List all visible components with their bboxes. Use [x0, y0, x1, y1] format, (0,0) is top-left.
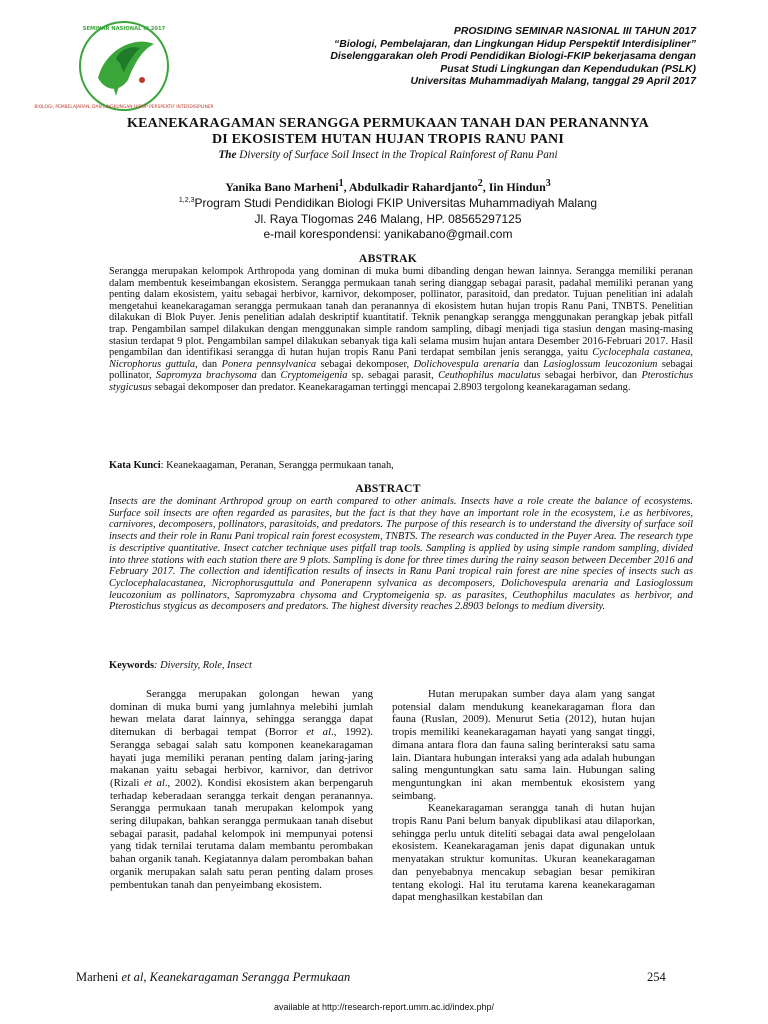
keywords-text: : Diversity, Role, Insect — [154, 660, 252, 671]
affiliation-email: e-mail korespondensi: yanikabano@gmail.com — [263, 227, 513, 241]
footer-citation: et al, Keanekaragaman Serangga Permukaan — [121, 970, 351, 984]
affiliation — [80, 193, 696, 243]
author-name: , Iin Hindun — [482, 180, 546, 194]
body-paragraph: Serangga merupakan golongan hewan yang dominan di muka bumi yang jumlahnya melebihi jumlah hewan melata darat lainnya, sehingga serangga dapat ditemukan di berbagai tempat (Borror et al., 1992). Serangga sebagai salah satu komponen keanekaragaman hayati juga memiliki peranan penting dalam jaring-jaring makanan yaitu sebagai herbivor, karnivor, dan detrivor (Rizali et al., 2002). Kondisi ekosistem akan berpengaruh terhadap keberadaan serangga terkait dengan peranannya. Serangga permukaan tanah merupakan kelompok yang sering dilupakan, bahkan serangga permukaan tanah disebut sebagai parasit, padahal kelompok ini mempunyai potensi yang tidak ternilai terutama dalam membantu perombakan bahan organik tanah. Kegiatannya dalam perombakan bahan organik merupakan salah satu peran penting dalam proses pembentukan tanah dan penyeimbang ekosistem. — [110, 688, 373, 891]
abstract-text: Insects are the dominant Arthropod group on earth compared to other animals. Insects have a role create the balance of ecosystems. Surface soil insects are often regarded as parasites, but the fact is that they have an important role in the ecosystem, i.e as herbivores, carnivores, decomposers, pollinators, parasitoids, and predators. The purpose of this research is to understand the diversity of surface soil insects and their role in Ranu Pani tropical rain forest ecosystem, TNBTS. The research was conducted in the Puyer Area. The research type is descriptive quantitative. Insect catcher technique uses pitfall trap tools. Sampling is applied by using simple random sampling, divided into three stations with each station there are 9 plots. Sampling is done for three times during the rainy season between December 2016 and February 2017. The collection and identification results of insects in Ranu Pani tropical rain forest are nine species of insects such as Cyclocephalacastanea, Nicrophorusguttula and Ponerapenn sylvanica as decomposers, Dolichovespula arenaria and Lasioglossum leucozonium as pollinators, Sapromyzabra chysoma and Cryptomeigenia sp. as parasites, Ceuthophilus maculates as herbivor, and Pterostichus stygicus as decomposers and predators. The highest diversity reaches 2.8903 belongs to medium diversity. — [109, 496, 693, 613]
english-title — [80, 149, 696, 161]
seminar-logo — [34, 18, 214, 114]
author-sup: 2 — [477, 178, 483, 189]
header-line: Universitas Muhammadiyah Malang, tanggal 29 April 2017 — [410, 76, 696, 88]
abstrak-heading: ABSTRAK — [358, 252, 418, 265]
kata-kunci — [109, 460, 394, 471]
author-name: Yanika Bano Marheni — [225, 180, 339, 194]
abstrak-text: Serangga merupakan kelompok Arthropoda yang dominan di muka bumi dibanding dengan hewan lainnya. Serangga memiliki peranan dalam membentuk keseimbangan ekosistem. Serangga permukaan tanah sering dianggap sebagai parasit, padahal memiliki peranan yang penting dalam ekosistem, yaitu sebagai herbivor, karnivor, dekomposer, pollinator, parasitoid, dan predator. Tujuan penelitian ini adalah mengetahui keanekaragaman serangga permukaan tanah dan peranannya di ekosistem hutan hujan tropis Ranu Pani, TNBTS. Penelitian dilakukan di Blok Puyer. Jenis penelitian adalah deskriptif kuantitatif. Teknik penangkap serangga menggunakan perangkap jebak pitfall trap. Pengambilan sampel dilakukan dengan menggunakan simple random sampling, dibagi menjadi tiga stasiun dengan masing-masing stasiun terdapat 9 plot. Pengambilan sampel dilakukan sebanyak tiga kali selama musim hujan antara Desember 2016-Februari 2017. Hasil pengambilan dan identifikasi serangga di hutan hujan tropis Ranu Pani terdapat sembilan jenis serangga, yaitu Cyclocephala castanea, Nicrophorus guttula, dan Ponera pennsylvanica sebagai dekomposer, Dolichovespula arenaria dan Lasioglossum leucozonium sebagai pollinator, Sapromyza brachysoma dan Cryptomeigenia sp. sebagai parasit, Ceuthophilus maculatus sebagai herbivor, dan Pterostichus stygicusus sebagai dekomposer dan predator. Keanekaragaman tertinggi mencapai 2.8903 tergolong keanekaragaman sedang. — [109, 266, 693, 393]
header-line: Pusat Studi Lingkungan dan Kependudukan (PSLK) — [440, 63, 696, 75]
title-line: DI EKOSISTEM HUTAN HUJAN TROPIS RANU PANI — [211, 132, 565, 147]
affiliation-line: Program Studi Pendidikan Biologi FKIP Universitas Muhammadiyah Malang — [194, 196, 598, 210]
page-number: 254 — [647, 970, 666, 984]
header-line: “Biologi, Pembelajaran, dan Lingkungan Hidup Perspektif Interdisipliner” — [334, 38, 696, 50]
logo-text: SEMINAR NASIONAL III 2017 — [82, 26, 166, 32]
footer-author: Marheni — [76, 970, 122, 984]
body-paragraph: Hutan merupakan sumber daya alam yang sangat potensial dalam mendukung keanekaragaman flora dan fauna (Ruslan, 2009). Menurut Setia (2012), hutan hujan tropis memiliki keanekaragaman hayati yang sangat tinggi, dimana antara flora dan fauna saling berinteraksi satu sama lain. Diantara hubungan interaksi yang ada adalah hubungan saling menguntungkan satu sama lain. Hubungan saling menguntungkan ini akan membentuk ekosistem yang seimbang. — [392, 688, 655, 802]
kata-kunci-label: Kata Kunci — [109, 460, 161, 471]
keywords-label: Keywords — [109, 660, 155, 671]
kata-kunci-text: : Keanekaagaman, Peranan, Serangga permukaan tanah, — [160, 460, 394, 471]
body-column-right — [392, 688, 655, 904]
footer-url: available at http://research-report.umm.ac.id/index.php/ — [273, 1002, 495, 1012]
author-sup: 1 — [338, 178, 344, 189]
title-line: KEANEKARAGAMAN SERANGGA PERMUKAAN TANAH DAN PERANANNYA — [127, 116, 649, 131]
english-title-rest: Diversity of Surface Soil Insect in the Tropical Rainforest of Ranu Pani — [236, 149, 558, 161]
header-line: Diselenggarakan oleh Prodi Pendidikan Biologi-FKIP bekerjasama dengan — [330, 51, 696, 63]
header-line: PROSIDING SEMINAR NASIONAL III TAHUN 2017 — [453, 26, 696, 37]
author-sup: 3 — [545, 178, 551, 189]
affiliation-address: Jl. Raya Tlogomas 246 Malang, HP. 08565297125 — [254, 211, 522, 226]
proceedings-header — [330, 26, 696, 89]
body-paragraph: Keanekaragaman serangga tanah di hutan hujan tropis Ranu Pani belum banyak dipublikasi atau dilaporkan, sehingga perlu untuk diteliti sebagai data awal pengelolaan ekosistem. Keanekaragaman jenis dapat digunakan untuk menyatakan struktur komunitas. Ukuran keanekaragaman dan penyebabnya mencakup sebagian besar pemikiran tentang ekologi. Hal itu terutama karena keanekaragaman dapat menghasilkan kestabilan dan — [392, 802, 655, 904]
abstract-heading: ABSTRACT — [355, 482, 421, 495]
body-column-left — [110, 688, 373, 891]
logo-subtext: BIOLOGI, PEMBELAJARAN, DAN LINGKUNGAN HIDUP PERSPEKTIF INTERDISIPLINER — [34, 105, 214, 110]
affiliation-sup: 1,2,3 — [178, 197, 195, 204]
keywords — [109, 660, 252, 671]
running-footer — [76, 970, 350, 985]
author-name: , Abdulkadir Rahardjanto — [343, 180, 478, 194]
paper-title — [80, 116, 696, 148]
english-title-prefix: The — [218, 149, 237, 161]
